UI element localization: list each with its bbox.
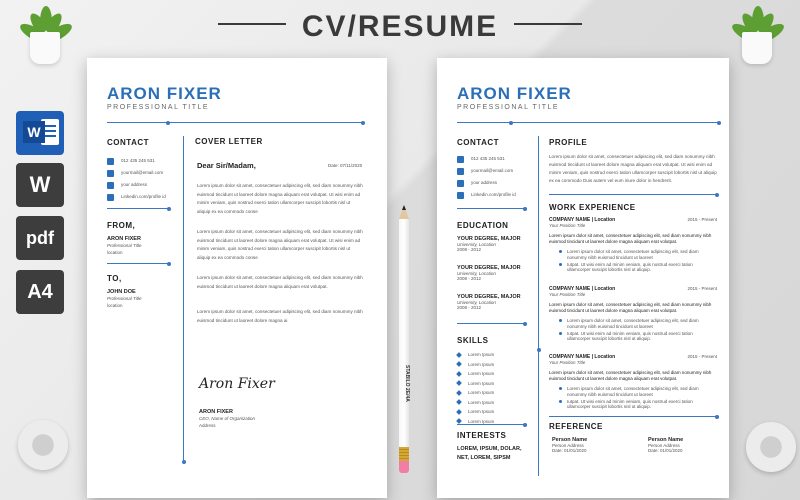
interests-text: LOREM, IPSUM, DOLAR, NET, LOREM, SIPSM [457,446,522,461]
job-position: Your Position Title [549,223,586,228]
skill-item [457,350,535,360]
education-list [457,236,535,323]
pdf-format-icon: pdf [16,216,64,260]
job-bullet: Iutpat. Ut wisi enim ad minim veniam, quis nostrud exerci tation ullamcorper suscipit lobortis nisl ut aliquip. [567,330,693,342]
skill-item [457,369,535,379]
cover-paragraph-2: Lorem ipsum dolor sit amet, consectetuer adipiscing elit, sed diam nonummy nibh euismod tincidunt ut laoreet dolore magna aliquam erat volutpat. Ut wisi enim ad minim veniam, quis nostrud exerci tation ullamcorper suscipit lobortis nisl ut aliquip ex ea commodo conse [197,229,363,260]
skills-heading: SKILLS [457,336,489,345]
cover-left-rule-dot [166,121,170,125]
profile-heading: PROFILE [549,138,588,147]
phone-icon [457,156,464,163]
skill-label: Lorem Ipsum [468,352,495,358]
contact-item [107,179,177,191]
degree: YOUR DEGREE, MAJOR [457,294,521,300]
cover-contact-rule-dot [167,207,171,211]
contact-item [457,177,535,189]
reference-item [552,437,587,454]
cover-paragraph-3: Lorem ipsum dolor sit amet, consectetuer adipiscing elit, sed diam nonummy nibh euismod tincidunt ut laoreet dolore magna aliquam erat volutpat. [197,275,363,289]
job-company: COMPANY NAME | Location [549,354,616,360]
education-rule [457,323,525,324]
skill-label: Lorem Ipsum [468,409,495,415]
word-logo-letter: W [23,121,45,143]
contact-address: your address [471,180,498,186]
reference-address: Person Address [648,443,680,448]
mail-icon [107,170,114,177]
bullet-icon [559,400,562,403]
signer-title: CEO, Name of Organization [199,416,256,421]
job-position: Your Position Title [549,360,586,365]
diamond-bullet-icon [456,399,462,405]
contact-item [107,191,177,203]
resume-professional-title: PROFESSIONAL TITLE [457,104,560,111]
profile-text: Lorem ipsum dolor sit amet, consectetuer adipiscing elit, sed diam nonummy nibh euismod tincidunt ut laoreet dolore magna aliquam erat volutpat. Ut wisi enim ad minim veniam, quis nostrud exerci tation ullamcorper suscipit lobortis nisl ut aliquip ex ea commodo Duis autem vel eum iriure dolor in hendrerit. [549,154,717,183]
school: University, Location [457,271,496,276]
skill-label: Lorem Ipsum [468,371,495,377]
resume-divider-dot [537,348,541,352]
word-logo-icon [16,111,64,155]
job-company: COMPANY NAME | Location [549,286,616,292]
cover-from-rule [107,263,169,264]
succulent-dish-left [18,420,68,470]
home-icon [107,182,114,189]
education-rule-dot [523,322,527,326]
cover-name: ARON FIXER [107,84,222,103]
reference-name: Person Name [648,437,684,443]
pencil [397,205,411,475]
bullet-icon [559,332,562,335]
linkedin-icon [457,192,464,199]
job-dates: 2015 - Present [687,354,717,359]
cover-contact-rule [107,208,169,209]
skill-label: Lorem Ipsum [468,399,495,405]
cover-paragraph-4: Lorem ipsum dolor sit amet, consectetuer adipiscing elit, sed diam nonummy nibh euismod tincidunt ut laoreet dolore magna ai [197,309,363,323]
contact-address: your address [121,182,148,188]
contact-item [457,165,535,177]
job-dates: 2015 - Present [687,217,717,222]
phone-icon [107,158,114,165]
signer-name: ARON FIXER [199,409,233,415]
cover-letter-sheet [87,58,387,498]
signature: Aron Fixer [199,376,275,392]
contact-email: yourmail@email.com [121,170,164,176]
skill-label: Lorem Ipsum [468,380,495,386]
job-bullet: Lorem ipsum dolor sit amet, consectetuer adipiscing elit, sed diam nonummy nibh euismod tincidunt ut laoreet [567,318,699,329]
contact-item [107,167,177,179]
job-bullet: Lorem ipsum dolor sit amet, consectetuer adipiscing elit, sed diam nonummy nibh euismod tincidunt ut laoreet [567,249,699,260]
skill-item [457,379,535,389]
years: 2008 - 2012 [457,276,482,282]
bullet-icon [559,387,562,390]
work-rule-dot [715,415,719,419]
skill-label: Lorem Ipsum [468,361,495,367]
cover-to-location: location [107,303,123,308]
resume-contact-list [457,153,535,201]
job-company: COMPANY NAME | Location [549,217,616,223]
years: 2008 - 2012 [457,305,482,311]
cover-to-name: JOHN DOE [107,289,136,295]
resume-top-rule [457,122,719,123]
contact-item [107,155,177,167]
job-position: Your Position Title [549,292,586,297]
title-rule-left [218,23,286,25]
cover-contact-heading: CONTACT [107,138,150,147]
cover-divider-dot [182,460,186,464]
resume-vertical-divider [538,136,539,476]
job-summary: Lorem ipsum dolor sit amet, consectetuer adipiscing elit, sed diam nonummy nibh euismod tincidunt ut laoreet dolore magna aliquam erat volutpat. [549,302,712,313]
reference-name: Person Name [552,437,588,443]
contact-email: yourmail@email.com [471,168,514,174]
job-bullet: Iutpat. Ut wisi enim ad minim veniam, quis nostrud exerci tation ullamcorper suscipit lobortis nisl ut aliquip. [567,398,693,410]
reference-date: Date: 01/01/2020 [648,448,683,454]
degree: YOUR DEGREE, MAJOR [457,236,521,242]
job-summary: Lorem ipsum dolor sit amet, consectetuer adipiscing elit, sed diam nonummy nibh euismod tincidunt ut laoreet dolore magna aliquam erat volutpat. [549,233,712,244]
job-entry [549,217,717,273]
skill-item [457,388,535,398]
mail-icon [457,168,464,175]
contact-item [457,153,535,165]
cover-from-rule-dot [167,262,171,266]
skills-rule [457,424,525,425]
skill-item [457,360,535,370]
cover-salutation: Dear Sir/Madam, [197,161,256,170]
bullet-icon [559,250,562,253]
skill-label: Lorem Ipsum [468,390,495,396]
resume-top-rule-dot-1 [509,121,513,125]
interests-heading: INTERESTS [457,431,507,440]
contact-phone: 012 435 245 531 [121,158,155,164]
title-rule-right [514,23,582,25]
bullet-icon [559,263,562,266]
diamond-bullet-icon [456,380,462,386]
skills-rule-dot [523,423,527,427]
skill-item [457,407,535,417]
education-item [457,236,535,265]
resume-contact-rule-dot [523,207,527,211]
page-title: CV/RESUME [301,10,499,43]
resume-sheet [437,58,729,498]
potted-plant-left [14,4,74,66]
potted-plant-right [726,4,786,66]
degree: YOUR DEGREE, MAJOR [457,265,521,271]
pencil-brand: STABILO 2E/4A [404,365,410,402]
cover-from-location: location [107,250,123,255]
reference-date: Date: 01/01/2020 [552,448,587,454]
bullet-icon [559,319,562,322]
linkedin-icon [107,194,114,201]
cover-from-heading: FROM, [107,221,136,230]
diamond-bullet-icon [456,352,462,358]
education-item [457,265,535,294]
contact-phone: 012 435 245 531 [471,156,505,162]
job-entry [549,354,717,410]
job-summary: Lorem ipsum dolor sit amet, consectetuer adipiscing elit, sed diam nonummy nibh euismod tincidunt ut laoreet dolore magna aliquam erat volutpat. [549,370,712,381]
job-dates: 2015 - Present [687,286,717,291]
resume-contact-heading: CONTACT [457,138,500,147]
years: 2008 - 2012 [457,247,482,253]
cover-professional-title: PROFESSIONAL TITLE [107,104,210,111]
contact-item [457,189,535,201]
skills-list [457,350,535,426]
school: University, Location [457,242,496,247]
cover-date: Date: 07/11/2020 [328,163,363,168]
school: University, Location [457,300,496,305]
reference-address: Person Address [552,443,584,448]
job-entry [549,286,717,342]
cover-to-heading: TO, [107,274,122,283]
cover-to-title: Professional Title [107,296,142,301]
home-icon [457,180,464,187]
work-rule [549,416,717,417]
cover-letter-heading: COVER LETTER [195,137,263,146]
a4-format-icon: A4 [16,270,64,314]
job-bullet: Lorem ipsum dolor sit amet, consectetuer adipiscing elit, sed diam nonummy nibh euismod tincidunt ut laoreet [567,386,699,397]
diamond-bullet-icon [456,409,462,415]
cover-contact-list [107,155,177,203]
resume-name: ARON FIXER [457,84,572,103]
cover-from-name: ARON FIXER [107,236,141,242]
profile-rule-dot [715,193,719,197]
cover-vertical-divider [183,136,184,462]
cover-top-rule [107,122,363,123]
contact-linkedin: Linkedin.com/profile id [471,192,516,198]
resume-contact-rule [457,208,525,209]
work-heading: WORK EXPERIENCE [549,203,636,212]
reference-heading: REFERENCE [549,422,603,431]
diamond-bullet-icon [456,361,462,367]
resume-top-rule-dot-2 [717,121,721,125]
skill-label: Lorem Ipsum [468,418,495,424]
job-bullet: Iutpat. Ut wisi enim ad minim veniam, quis nostrud exerci tation ullamcorper suscipit lobortis nisl ut aliquip. [567,261,693,273]
skill-item [457,398,535,408]
profile-rule [549,194,717,195]
word-format-icon: W [16,163,64,207]
diamond-bullet-icon [456,371,462,377]
signer-address: Address [199,423,216,428]
reference-item [648,437,683,454]
diamond-bullet-icon [456,390,462,396]
cover-from-title: Professional Title [107,243,142,248]
cover-top-rule-dot [361,121,365,125]
education-item [457,294,535,323]
succulent-dish-right [746,422,796,472]
education-heading: EDUCATION [457,221,509,230]
contact-linkedin: Linkedin.com/profile id [121,194,166,200]
cover-paragraph-1: Lorem ipsum dolor sit amet, consectetuer adipiscing elit, sed diam nonummy nibh euismod tincidunt ut laoreet dolore magna aliquam erat volutpat. Ut wisi enim ad minim veniam, quis nostrud exerci tation ullamcorper suscipit lobortis nisl ut aliquip ex ea commodo conse [197,183,363,214]
